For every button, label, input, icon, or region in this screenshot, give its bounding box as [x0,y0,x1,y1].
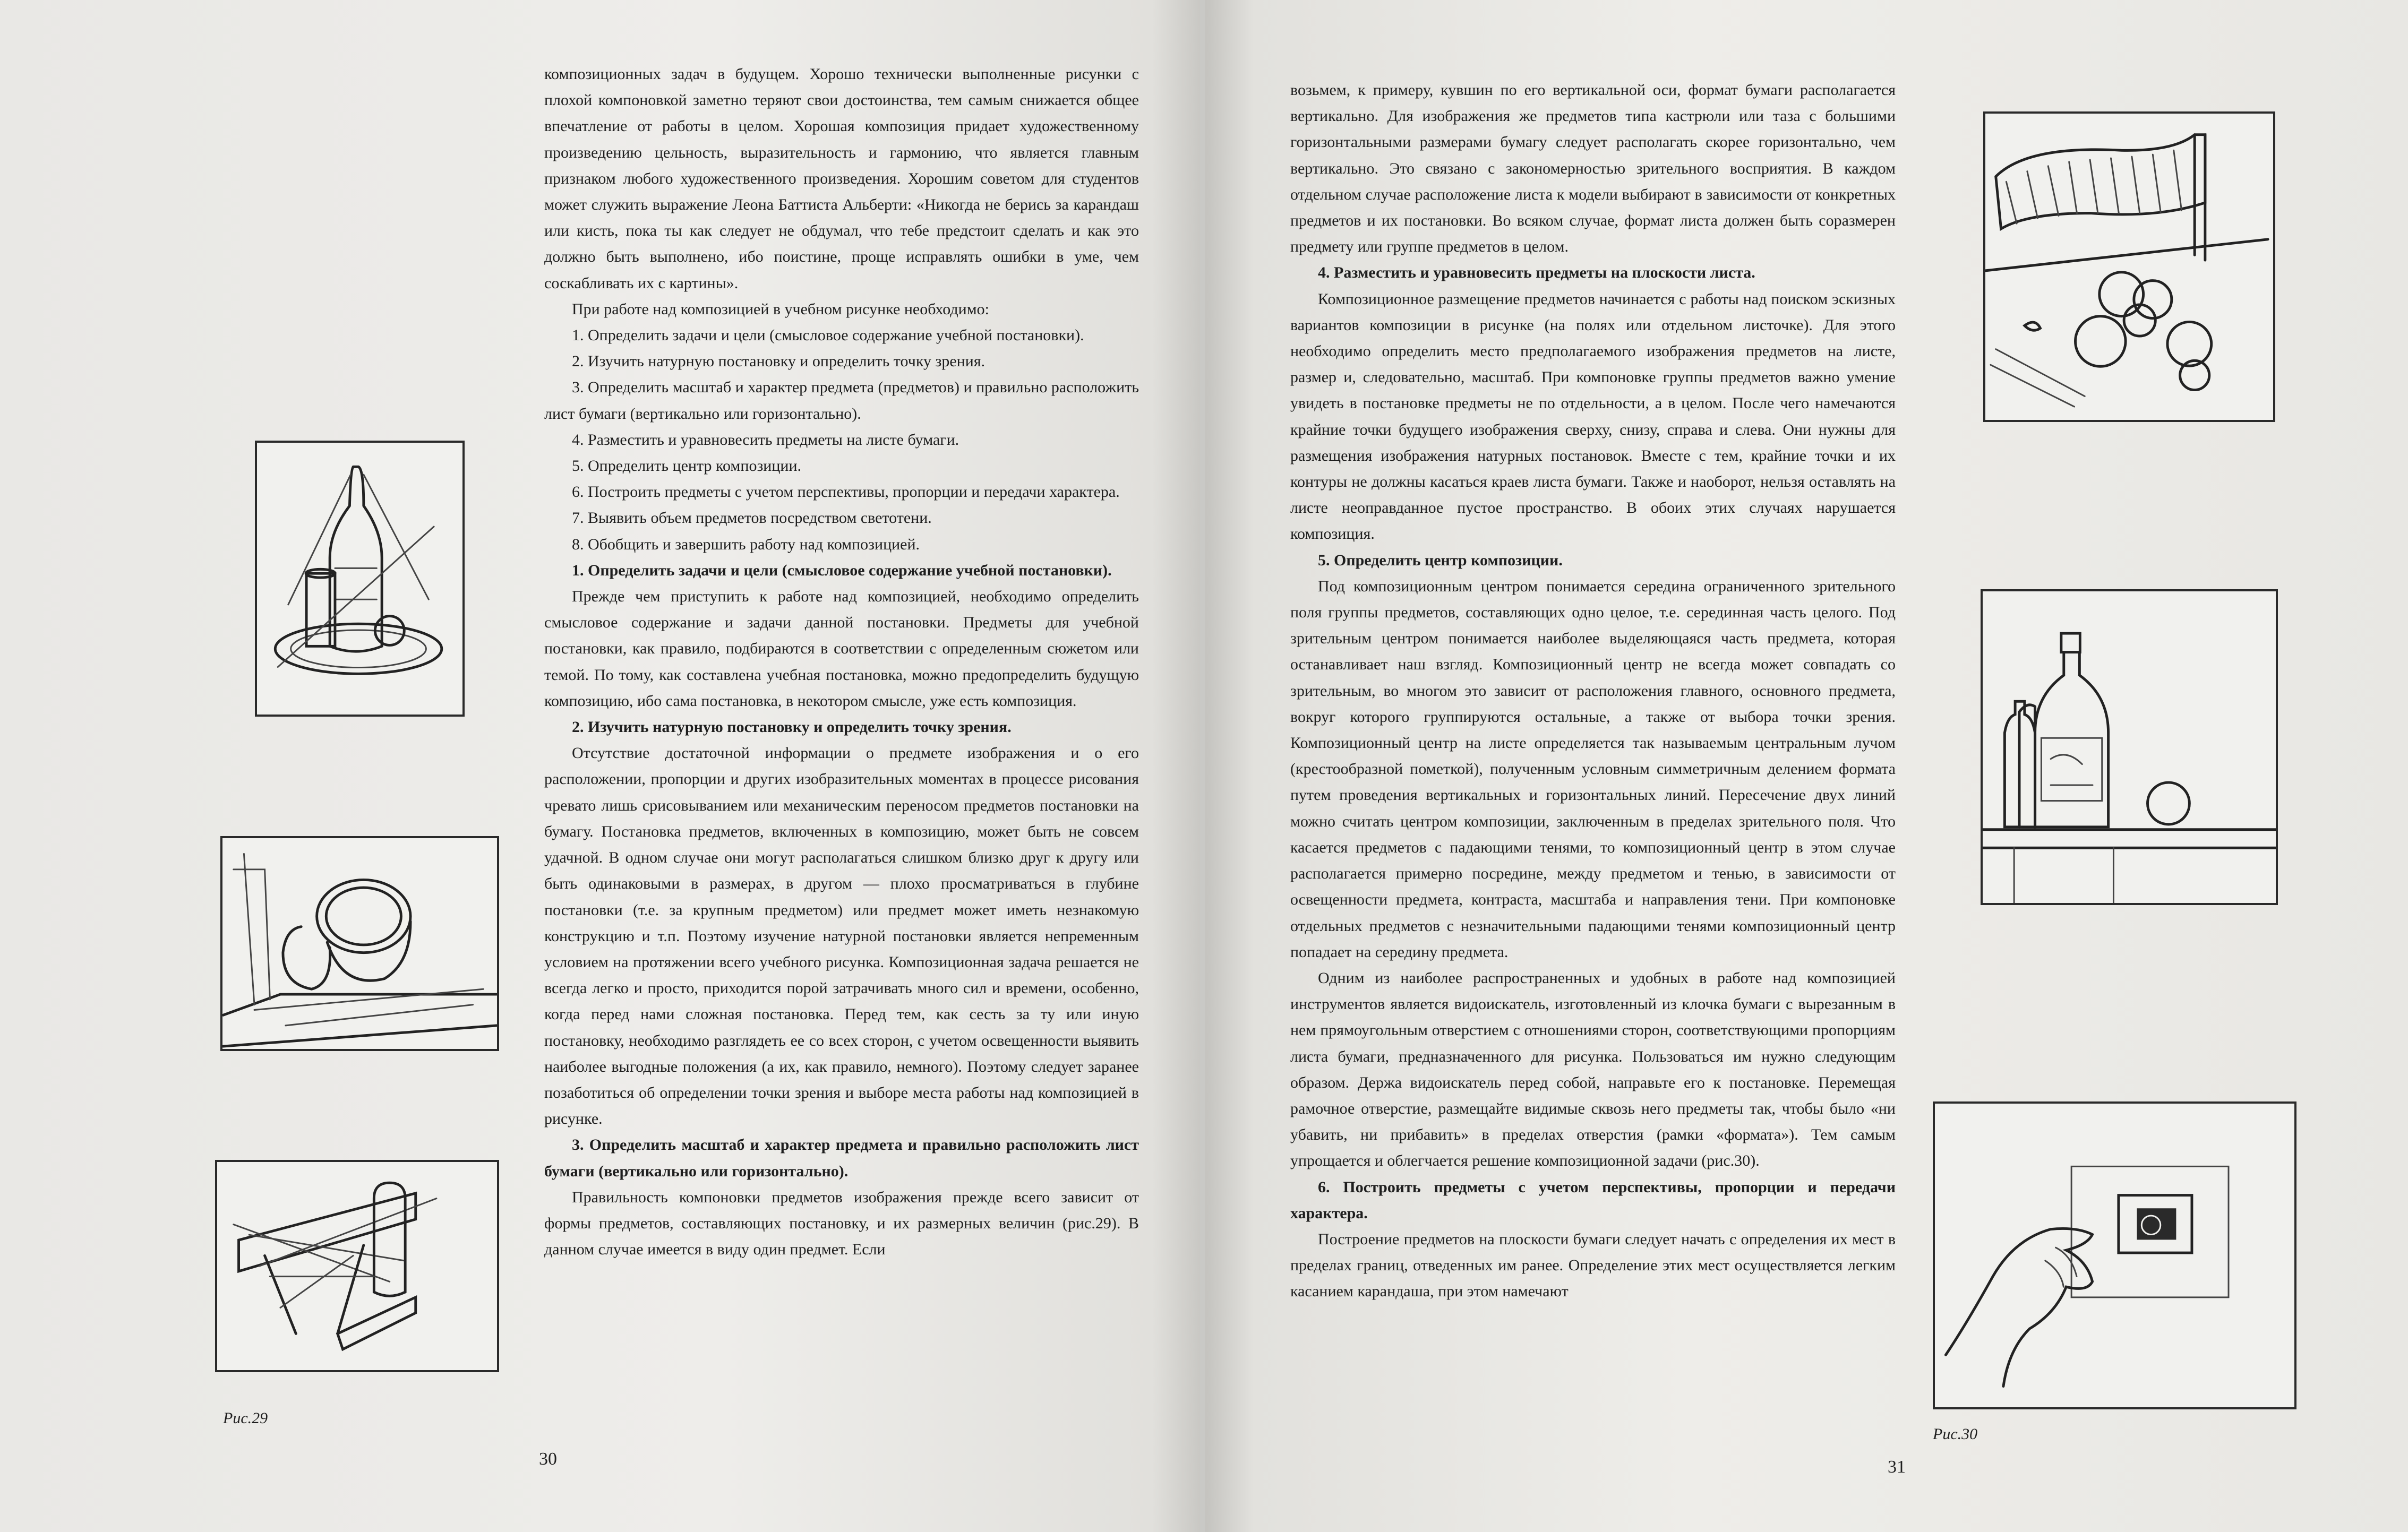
figure-caption-right: Рис.30 [1933,1425,1978,1443]
section-heading: 5. Определить центр композиции. [1318,551,1563,569]
list-item: 7. Выявить объем предметов посредством светотени. [572,509,932,527]
figure-fruit-still-life [1983,111,2275,422]
figure-bottles-still-life [1981,589,2278,905]
section-heading: 3. Определить масштаб и характер предмета и правильно расположить лист бумаги (вертикально или горизонтально). [544,1136,1139,1180]
page-number-left: 30 [539,1449,557,1469]
paragraph: Одним из наиболее распространенных и удобных в работе над композицией инструментов является видоискатель, изготовленный из клочка бумаги с вырезанным в нем прямоугольным отверстием с отношениями сторон, соответствующими пропорциям листа бумаги, предназначенного для рисунка. Пользоваться им нужно следующим образом. Держа видоискатель перед собой, направьте его к постановке. Перемещая рамочное отверстие, размещайте видимые сквозь него предметы так, чтобы было «ни убавить, ни прибавить» в пределах отверстия (рамки «формата»). Тем самым упрощается и облегчается решение композиционной задачи (рис.30). [1290,969,1896,1170]
list-item: 2. Изучить натурную постановку и определить точку зрения. [572,352,986,371]
section-heading: 2. Изучить натурную постановку и определить точку зрения. [572,718,1012,736]
figure-construction-sketch [215,1160,499,1372]
figure-bottle-sketch [255,441,465,717]
paragraph: возьмем, к примеру, кувшин по его вертикальной оси, формат бумаги располагается вертикально. Для изображения же предметов типа кастрюли или таза с большими горизонтальными размерами бумагу следует располагать скорее горизонтально, чем вертикально. Это связано с закономерностью зрительного восприятия. В каждом отдельном случае расположение листа к модели выбирают в зависимости от конкретных предметов и их постановки. Во всяком случае, формат листа должен быть соразмерен предмету или группе предметов в целом. [1290,81,1896,256]
figure-pot-sketch [220,836,499,1051]
page-number-right: 31 [1888,1457,1906,1477]
paragraph: При работе над композицией в учебном рисунке необходимо: [572,300,989,318]
paragraph: Прежде чем приступить к работе над композицией, необходимо определить смысловое содержание и задачи данной постановки. Предметы для учебной постановки, как правило, подбираются в соответствии с определенным сюжетом или темой. По тому, как составлена учебная постановка, можно предопределить будущую композицию, ибо сама постановка, в некотором смысле, уже есть композиция. [544,588,1139,710]
section-heading: 1. Определить задачи и цели (смысловое содержание учебной постановки). [572,561,1112,579]
list-item: 5. Определить центр композиции. [572,457,802,475]
paragraph: Правильность компоновки предметов изображения прежде всего зависит от формы предметов, составляющих постановку, и их размерных величин (рис.29). В данном случае имеется в виду один предмет. Если [544,1188,1139,1259]
figure-viewfinder-hand [1933,1101,2296,1409]
section-heading: 6. Построить предметы с учетом перспективы, пропорции и передачи характера. [1290,1178,1896,1222]
list-item: 1. Определить задачи и цели (смысловое содержание учебной постановки). [572,326,1084,345]
paragraph: композиционных задач в будущем. Хорошо технически выполненные рисунки с плохой компоновкой заметно теряют свои достоинства, тем самым снижается общее впечатление от работы в целом. Хорошая композиция придает художественному произведению цельность, выразительность и гармонию, что является главным признаком любого художественного произведения. Хорошим советом для студентов может служить выражение Леона Баттиста Альберти: «Никогда не берись за карандаш или кисть, пока ты как следует не обдумал, что тебе предстоит сделать и как это должно быть выполнено, ибо поистине, проще исправлять ошибки в уме, чем соскабливать их с картины». [544,65,1139,292]
section-heading: 4. Разместить и уравновесить предметы на плоскости листа. [1318,264,1755,282]
left-page-text [544,61,1139,1262]
paragraph: Композиционное размещение предметов начинается с работы над поиском эскизных вариантов композиции в рисунке (на полях или отдельном листочке). Для этого необходимо определить место предполагаемого изображения предметов на листе, размер и, следовательно, масштаб. При компоновке группы предметов важно умение увидеть в постановке предметы не по отдельности, а в целом. После чего намечаются крайние точки будущего изображения сверху, снизу, справа и слева. Они нужны для размещения изображения натурных постановок. Вместе с тем, крайние точки и их контуры не должны касаться краев листа бумаги. Также и наоборот, нельзя оставлять на листе неоправданное пустое пространство. В обоих этих случаях нарушается композиция. [1290,290,1896,543]
paragraph: Построение предметов на плоскости бумаги следует начать с определения их мест в пределах границ, отведенных им ранее. Определение этих мест осуществляется легким касанием карандаша, при этом намечают [1290,1230,1896,1301]
list-item: 3. Определить масштаб и характер предмета (предметов) и правильно расположить лист бумаги (вертикально или горизонтально). [544,378,1139,423]
figure-caption-left: Рис.29 [223,1409,268,1427]
paragraph: Отсутствие достаточной информации о предмете изображения и о его расположении, пропорции и других изобразительных моментах в процессе рисования чревато лишь срисовыванием или механическим переносом предметов постановки на бумагу. Постановка предметов, включенных в композицию, может быть не совсем удачной. В одном случае они могут располагаться слишком близко друг к другу или быть одинаковыми в размерах, в другом — плохо просматриваться в глубине постановки (т.е. за крупным предметом) или предмет может иметь незнакомую конструкцию и т.п. Поэтому изучение натурной постановки является непременным условием на протяжении всего учебного рисунка. Композиционная задача решается не всегда легко и просто, приходится порой затрачивать много сил и времени, особенно, когда перед нами сложная постановка. Перед тем, как сесть за ту или иную постановку, необходимо разглядеть ее со всех сторон, с учетом освещенности выявить наиболее выгодные положения (а их, как правило, немного). Поэтому следует заранее позаботиться об определении точки зрения и выборе места работы над композицией в рисунке. [544,744,1139,1128]
right-page-text [1290,77,1896,1305]
list-item: 4. Разместить и уравновесить предметы на листе бумаги. [572,431,959,449]
paragraph: Под композиционным центром понимается середина ограниченного зрительного поля группы предметов, составляющих одно целое, т.е. серединная часть целого. Под зрительным центром понимается наиболее выделяющаяся часть предмета, которая останавливает наш взгляд. Композиционный центр не всегда может совпадать со зрительным, во многом это зависит от расположения главного, основного предмета, вокруг которого группируются остальные, а также от выбора точки зрения. Композиционный центр на листе определяется так называемым центральным лучом (крестообразной пометкой), полученным условным симметричным делением формата путем проведения вертикальных и горизонтальных линий. Пересечение двух линий можно считать центром композиции, заключенным в пределах зрительного поля. Что касается предметов с падающими тенями, то композиционный центр в этом случае располагается примерно посредине, между предметом и тенью, в зависимости от освещенности предмета, контраста, масштаба и направления тени. При компоновке отдельных предметов с незначительными падающими тенями композиционный центр попадает на середину предмета. [1290,577,1896,961]
list-item: 8. Обобщить и завершить работу над композицией. [572,535,920,553]
list-item: 6. Построить предметы с учетом перспективы, пропорции и передачи характера. [572,483,1120,501]
